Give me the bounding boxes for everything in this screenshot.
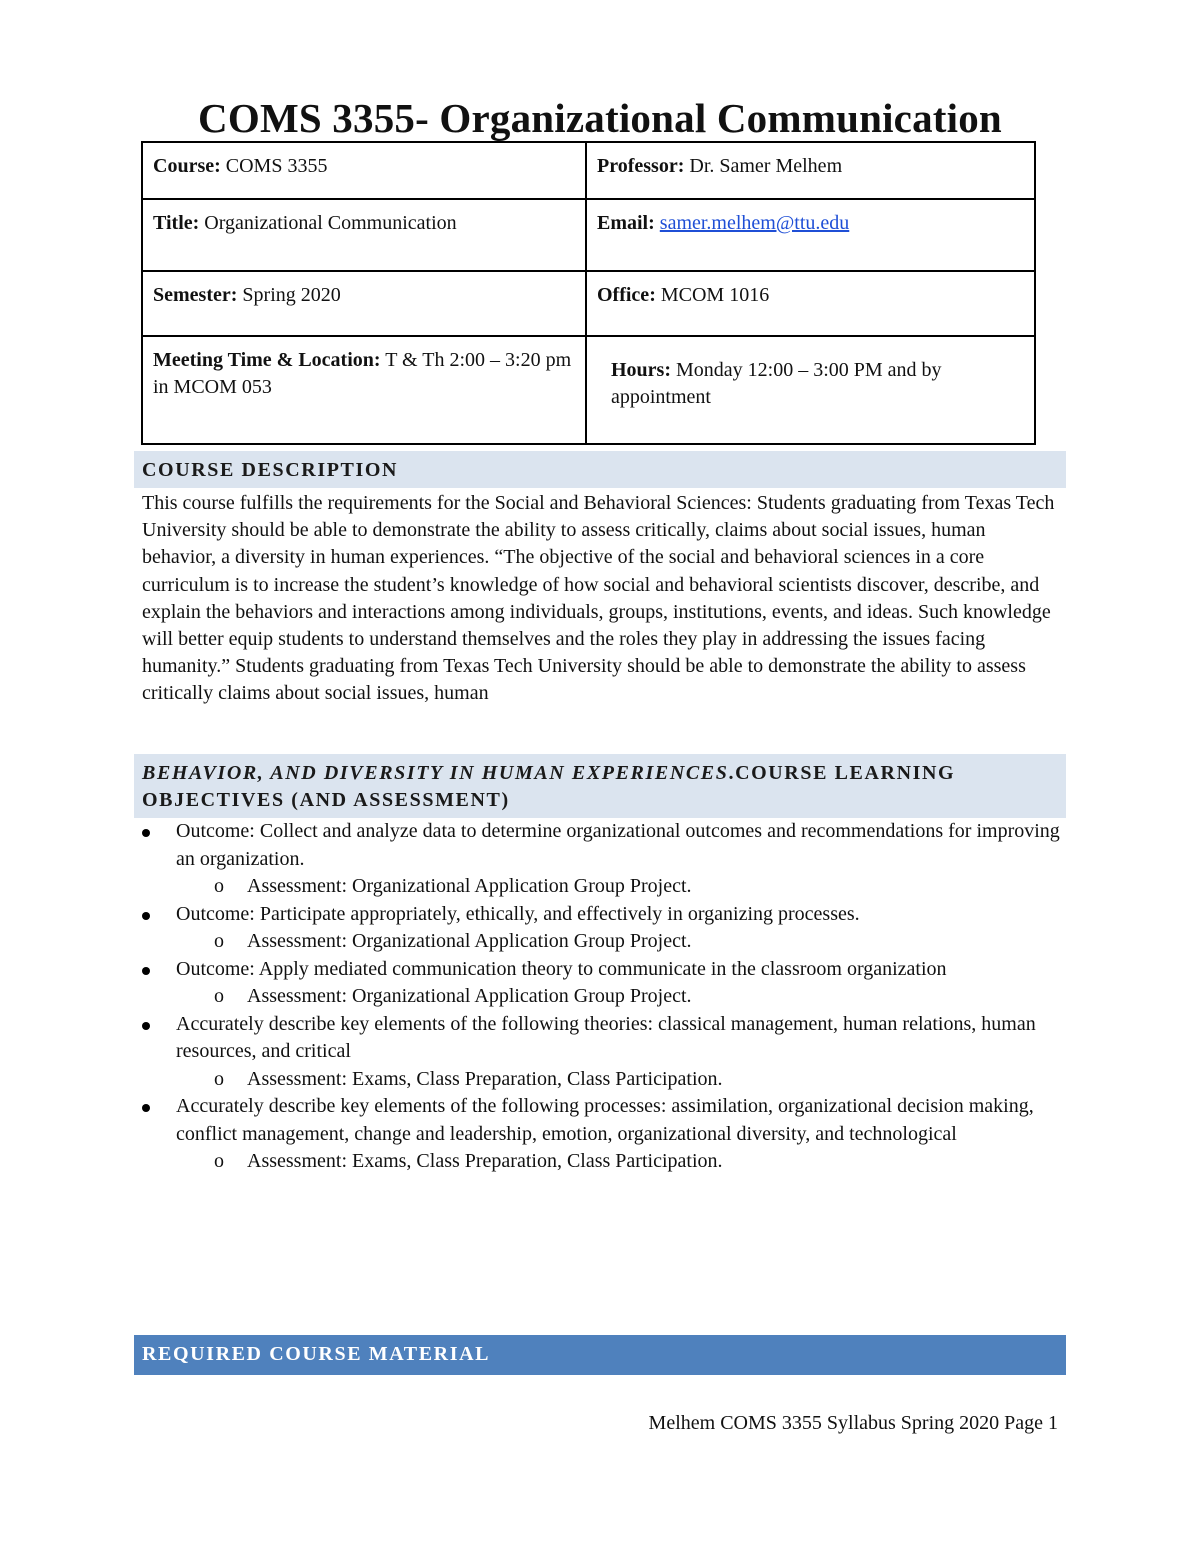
page-title: COMS 3355- Organizational Communication	[198, 95, 1002, 141]
assessment-item	[142, 873, 1062, 901]
course-description-text: This course fulfills the requirements for the Social and Behavioral Sciences: Students graduating from Texas Tech University should be able to demonstrate the ability to assess critically, claims about social issues, human behavior, a diversity in human experiences. “The objective of the social and behavioral sciences in a core curriculum is to increase the student’s knowledge of how social and behavioral scientists discover, describe, and explain the behaviors and interactions among individuals, groups, institutions, events, and ideas. Such knowledge will better equip students to understand themselves and the roles they play in addressing the issues facing humanity.” Students graduating from Texas Tech University should be able to demonstrate the ability to assess critically claims about social issues, human	[142, 492, 1055, 705]
objective-item	[142, 1093, 1062, 1148]
professor-cell	[586, 142, 1035, 199]
email-link[interactable]: samer.melhem@ttu.edu	[659, 212, 850, 234]
professor-value: Dr. Samer Melhem	[689, 155, 843, 177]
course-info-row	[142, 271, 1035, 336]
title-cell	[142, 199, 586, 271]
meeting-cell	[142, 336, 586, 444]
sub-bullet-icon: o	[214, 985, 224, 1007]
sub-bullet-icon: o	[214, 875, 224, 897]
bullet-icon	[142, 912, 150, 920]
objective-outcome: Accurately describe key elements of the following processes: assimilation, organizational decision making, conflict management, change and leadership, emotion, organizational diversity, and technological	[176, 1095, 1034, 1145]
course-info-row	[142, 199, 1035, 271]
assessment-text: Assessment: Organizational Application Group Project.	[247, 930, 692, 952]
professor-label: Professor:	[597, 155, 685, 177]
office-value: MCOM 1016	[660, 284, 770, 306]
course-label: Course:	[153, 155, 221, 177]
objective-outcome: Outcome: Apply mediated communication theory to communicate in the classroom organization	[176, 957, 947, 980]
bullet-icon	[142, 1022, 150, 1030]
learning-objectives-heading-italic: BEHAVIOR, AND DIVERSITY IN HUMAN EXPERIENCES	[142, 762, 729, 784]
meeting-label: Meeting Time & Location:	[153, 349, 381, 371]
sub-bullet-icon: o	[214, 1150, 224, 1172]
assessment-item	[142, 983, 1062, 1011]
assessment-text: Assessment: Organizational Application Group Project.	[247, 985, 692, 1007]
bullet-icon	[142, 967, 150, 975]
objective-item	[142, 901, 1062, 929]
objective-outcome: Accurately describe key elements of the following theories: classical management, human relations, human resources, and critical	[176, 1012, 1036, 1062]
page-footer: Melhem COMS 3355 Syllabus Spring 2020 Page 1	[648, 1412, 1058, 1434]
required-material-heading: REQUIRED COURSE MATERIAL	[134, 1335, 1066, 1375]
semester-label: Semester:	[153, 284, 238, 306]
objective-item	[142, 956, 1062, 984]
objective-outcome: Outcome: Collect and analyze data to determine organizational outcomes and recommendations for improving an organization.	[176, 820, 1060, 870]
email-cell	[586, 199, 1035, 271]
course-info-table	[141, 141, 1036, 445]
title-value: Organizational Communication	[204, 212, 457, 234]
objective-outcome: Outcome: Participate appropriately, ethically, and effectively in organizing processes.	[176, 902, 860, 925]
hours-label: Hours:	[611, 359, 671, 381]
semester-value: Spring 2020	[242, 284, 341, 306]
course-description-heading: COURSE DESCRIPTION	[134, 451, 1066, 488]
learning-objectives-heading-rest: .COURSE LEARNING OBJECTIVES (AND ASSESSMENT)	[142, 762, 956, 811]
sub-bullet-icon: o	[214, 930, 224, 952]
sub-bullet-icon: o	[214, 1067, 224, 1090]
email-label: Email:	[597, 212, 655, 234]
learning-objectives-list	[142, 818, 1062, 1176]
bullet-icon	[142, 829, 150, 837]
course-value: COMS 3355	[225, 155, 328, 177]
objective-item	[142, 818, 1062, 873]
course-info-row	[142, 336, 1035, 444]
course-info-row	[142, 142, 1035, 199]
course-cell	[142, 142, 586, 199]
assessment-text: Assessment: Organizational Application Group Project.	[247, 875, 692, 897]
office-label: Office:	[597, 284, 656, 306]
assessment-text: Assessment: Exams, Class Preparation, Class Participation.	[247, 1067, 723, 1090]
meeting-value: T & Th 2:00 – 3:20 pm in MCOM 053	[153, 349, 572, 398]
assessment-text: Assessment: Exams, Class Preparation, Class Participation.	[247, 1150, 723, 1172]
title-label: Title:	[153, 212, 200, 234]
bullet-icon	[142, 1104, 150, 1112]
assessment-item	[142, 1148, 1062, 1176]
assessment-item	[142, 1066, 1062, 1094]
office-cell	[586, 271, 1035, 336]
semester-cell	[142, 271, 586, 336]
hours-value: Monday 12:00 – 3:00 PM and by appointment	[611, 359, 942, 408]
objective-item	[142, 1011, 1062, 1066]
assessment-item	[142, 928, 1062, 956]
hours-cell	[586, 336, 1035, 444]
learning-objectives-heading	[134, 754, 1066, 818]
